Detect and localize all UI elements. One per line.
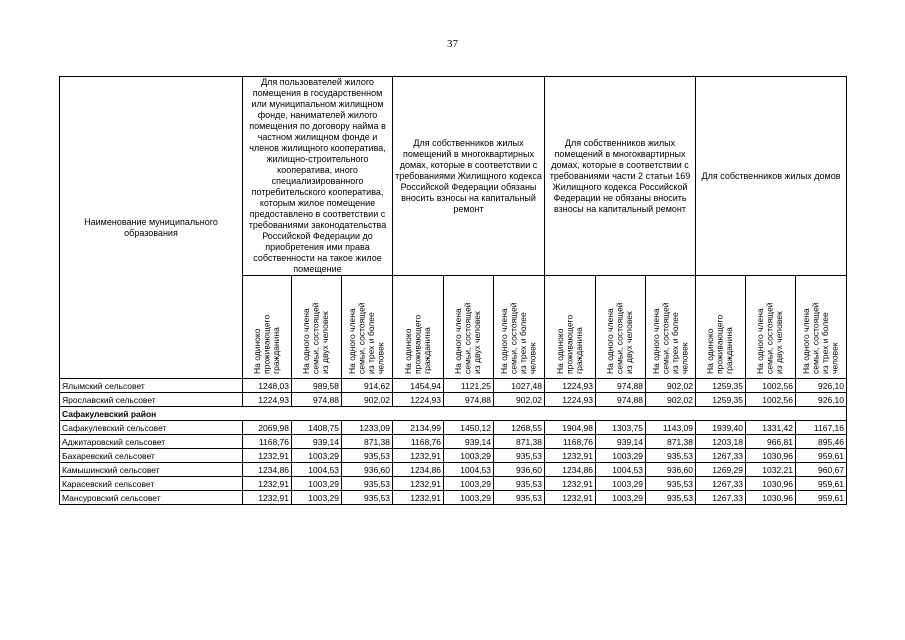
sub-header-label: На одиноко проживающего гражданина [251, 314, 281, 374]
group-header-row [60, 77, 847, 276]
sub-header-cell [494, 276, 545, 379]
value-cell: 974,88 [596, 379, 646, 393]
value-cell: 1224,93 [545, 379, 596, 393]
municipality-name: Ярославский сельсовет [60, 393, 243, 407]
municipality-name: Ялымский сельсовет [60, 379, 243, 393]
municipality-name: Мансуровский сельсовет [60, 491, 243, 505]
group-header-owners-obliged: Для собственников жилых помещений в многоквартирных домах, которые в соответствии с требованиями Жилищного кодекса Российской Федерации обязаны вносить взносы на капитальный ремонт [393, 77, 545, 276]
value-cell: 1224,93 [243, 393, 292, 407]
value-cell: 1234,86 [393, 463, 444, 477]
value-cell: 895,46 [796, 435, 847, 449]
value-cell: 939,14 [444, 435, 494, 449]
value-cell: 935,53 [494, 449, 545, 463]
value-cell: 959,61 [796, 477, 847, 491]
value-cell: 935,53 [646, 491, 696, 505]
value-cell: 1203,18 [696, 435, 746, 449]
value-cell: 1331,42 [746, 421, 796, 435]
value-cell: 902,02 [494, 393, 545, 407]
value-cell: 959,61 [796, 491, 847, 505]
value-cell: 926,10 [796, 379, 847, 393]
value-cell: 1450,12 [444, 421, 494, 435]
sub-header-cell [444, 276, 494, 379]
value-cell: 1030,96 [746, 449, 796, 463]
value-cell: 1232,91 [393, 491, 444, 505]
table-row [60, 379, 847, 393]
value-cell: 974,88 [292, 393, 342, 407]
value-cell: 966,81 [746, 435, 796, 449]
value-cell: 926,10 [796, 393, 847, 407]
sub-header-label: На одиноко проживающего гражданина [554, 314, 584, 374]
sub-header-cell [243, 276, 292, 379]
table-row [60, 491, 847, 505]
value-cell: 1004,53 [444, 463, 494, 477]
value-cell: 902,02 [646, 393, 696, 407]
group-header-tenants: Для пользователей жилого помещения в государственном или муниципальном жилищном фонде, нанимателей жилого помещения по договору найма в частном жилищном фонде и членов жилищного кооператива, жилищно-строительного кооператива, иного специализированного потребительского кооператива, которым жилое помещение предоставлено в соответствии с требованиями законодательства Российской Федерации до приобретения ими права собственности на такое жилое помещение [243, 77, 393, 276]
value-cell: 1224,93 [393, 393, 444, 407]
value-cell: 1004,53 [292, 463, 342, 477]
value-cell: 1233,09 [342, 421, 393, 435]
group-header-owners-not-obliged: Для собственников жилых помещений в многоквартирных домах, которые в соответствии с требованиями части 2 статьи 169 Жилищного кодекса Российской Федерации не обязаны вносить взносы на капитальный ремонт [545, 77, 696, 276]
value-cell: 1454,94 [393, 379, 444, 393]
sub-header-label: На одного члена семьи, состоящей из трех и более человек [499, 302, 538, 374]
value-cell: 936,60 [342, 463, 393, 477]
sub-header-cell [696, 276, 746, 379]
value-cell: 1234,86 [243, 463, 292, 477]
value-cell: 1143,09 [646, 421, 696, 435]
sub-header-cell [796, 276, 847, 379]
value-cell: 1004,53 [596, 463, 646, 477]
value-cell: 914,62 [342, 379, 393, 393]
sub-header-cell [646, 276, 696, 379]
value-cell: 1168,76 [393, 435, 444, 449]
value-cell: 935,53 [342, 491, 393, 505]
value-cell: 959,61 [796, 449, 847, 463]
value-cell: 1030,96 [746, 491, 796, 505]
table-row [60, 477, 847, 491]
table-body [60, 379, 847, 505]
page-number: 37 [447, 38, 458, 50]
value-cell: 1030,96 [746, 477, 796, 491]
value-cell: 1002,56 [746, 379, 796, 393]
value-cell: 1269,29 [696, 463, 746, 477]
value-cell: 1234,86 [545, 463, 596, 477]
value-cell: 1408,75 [292, 421, 342, 435]
value-cell: 1232,91 [243, 491, 292, 505]
value-cell: 1267,33 [696, 491, 746, 505]
sub-header-cell [393, 276, 444, 379]
value-cell: 1121,25 [444, 379, 494, 393]
sub-header-label: На одиноко проживающего гражданина [705, 314, 735, 374]
value-cell: 1248,03 [243, 379, 292, 393]
value-cell: 935,53 [494, 491, 545, 505]
sub-header-cell [545, 276, 596, 379]
value-cell: 1167,16 [796, 421, 847, 435]
value-cell: 2134,99 [393, 421, 444, 435]
value-cell: 1232,91 [393, 449, 444, 463]
value-cell: 974,88 [596, 393, 646, 407]
value-cell: 1232,91 [545, 449, 596, 463]
value-cell: 1303,75 [596, 421, 646, 435]
value-cell: 1232,91 [393, 477, 444, 491]
sub-header-cell [292, 276, 342, 379]
value-cell: 935,53 [646, 477, 696, 491]
value-cell: 1224,93 [545, 393, 596, 407]
value-cell: 871,38 [646, 435, 696, 449]
value-cell: 902,02 [342, 393, 393, 407]
value-cell: 1003,29 [444, 477, 494, 491]
municipality-name: Камышинский сельсовет [60, 463, 243, 477]
district-row [60, 407, 847, 421]
value-cell: 935,53 [494, 477, 545, 491]
sub-header-label: На одного члена семьи, состоящей из трех и более человек [650, 302, 689, 374]
value-cell: 1168,76 [243, 435, 292, 449]
value-cell: 974,88 [444, 393, 494, 407]
sub-header-cell [746, 276, 796, 379]
value-cell: 1003,29 [444, 491, 494, 505]
sub-header-cell [596, 276, 646, 379]
table-row [60, 435, 847, 449]
value-cell: 1002,56 [746, 393, 796, 407]
value-cell: 1904,98 [545, 421, 596, 435]
value-cell: 939,14 [596, 435, 646, 449]
sub-header-label: На одного члена семьи, состоящей из двух человек [301, 302, 331, 374]
value-cell: 1939,40 [696, 421, 746, 435]
value-cell: 1268,55 [494, 421, 545, 435]
name-column-header: Наименование муниципального образования [60, 77, 243, 379]
value-cell: 1003,29 [596, 449, 646, 463]
municipality-name: Аджитаровский сельсовет [60, 435, 243, 449]
tariff-table [59, 76, 847, 505]
value-cell: 939,14 [292, 435, 342, 449]
sub-header-label: На одного члена семьи, состоящей из двух человек [755, 302, 785, 374]
value-cell: 1232,91 [545, 491, 596, 505]
value-cell: 1003,29 [596, 477, 646, 491]
district-name: Сафакулевский район [60, 407, 847, 421]
value-cell: 1003,29 [292, 491, 342, 505]
municipality-name: Бахаревский сельсовет [60, 449, 243, 463]
value-cell: 960,67 [796, 463, 847, 477]
sub-header-cell [342, 276, 393, 379]
table-row [60, 421, 847, 435]
value-cell: 1168,76 [545, 435, 596, 449]
value-cell: 936,60 [494, 463, 545, 477]
value-cell: 902,02 [646, 379, 696, 393]
value-cell: 1032,21 [746, 463, 796, 477]
table-row [60, 449, 847, 463]
value-cell: 935,53 [342, 477, 393, 491]
sub-header-label: На одного члена семьи, состоящей из двух человек [605, 302, 635, 374]
value-cell: 1003,29 [292, 449, 342, 463]
value-cell: 936,60 [646, 463, 696, 477]
value-cell: 1259,35 [696, 379, 746, 393]
sub-header-label: На одного члена семьи, состоящей из двух человек [453, 302, 483, 374]
value-cell: 1232,91 [545, 477, 596, 491]
sub-header-label: На одиноко проживающего гражданина [402, 314, 432, 374]
value-cell: 871,38 [494, 435, 545, 449]
value-cell: 1232,91 [243, 449, 292, 463]
value-cell: 1027,48 [494, 379, 545, 393]
municipality-name: Сафакулевский сельсовет [60, 421, 243, 435]
value-cell: 1267,33 [696, 449, 746, 463]
value-cell: 1003,29 [444, 449, 494, 463]
value-cell: 935,53 [342, 449, 393, 463]
value-cell: 2069,98 [243, 421, 292, 435]
value-cell: 1259,35 [696, 393, 746, 407]
group-header-house-owners: Для собственников жилых домов [696, 77, 847, 276]
sub-header-label: На одного члена семьи, состоящей из трех и более человек [801, 302, 840, 374]
table-row [60, 393, 847, 407]
value-cell: 1003,29 [292, 477, 342, 491]
municipality-name: Карасевский сельсовет [60, 477, 243, 491]
sub-header-label: На одного члена семьи, состоящей из трех и более человек [347, 302, 386, 374]
value-cell: 989,58 [292, 379, 342, 393]
value-cell: 871,38 [342, 435, 393, 449]
table-row [60, 463, 847, 477]
value-cell: 1232,91 [243, 477, 292, 491]
value-cell: 1267,33 [696, 477, 746, 491]
value-cell: 935,53 [646, 449, 696, 463]
value-cell: 1003,29 [596, 491, 646, 505]
